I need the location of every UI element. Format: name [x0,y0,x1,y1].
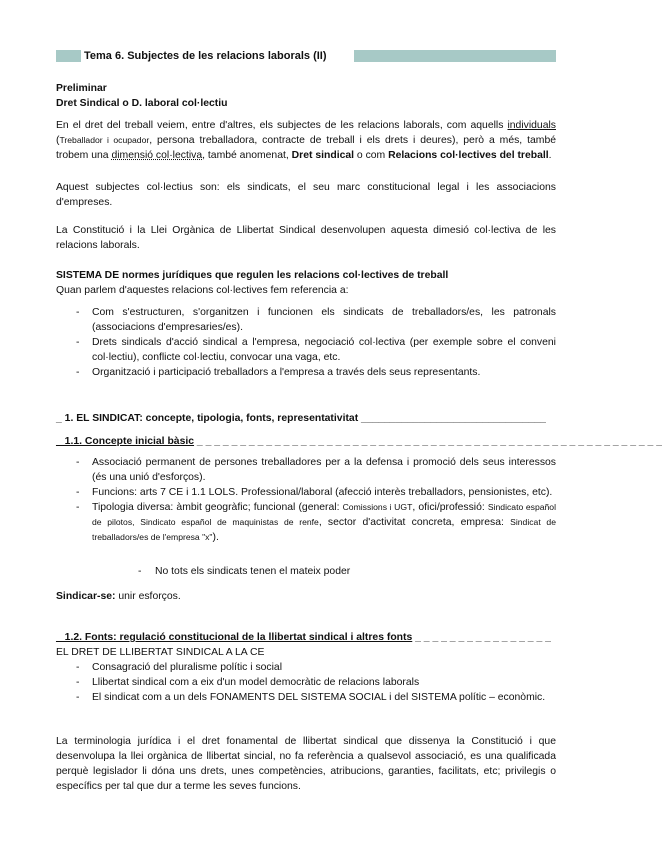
individuals-term: individuals [507,120,556,131]
concepte-list [56,455,556,545]
sistema-heading: SISTEMA DE normes jurídiques que regulen les relacions col·lectives de treball [56,270,449,281]
sindicar-definition: Sindicar-se: unir esforços. [56,591,181,602]
list-item: - El sindicat com a un dels FONAMENTS DEL SISTEMA SOCIAL i del SISTEMA polític – econòmic. [56,690,556,705]
list-item: - Consagració del pluralisme polític i social [56,660,556,675]
list-item: - Tipologia diversa: àmbit geogràfic; funcional (general: Comissions i UGT, ofici/professió: Sindicato español de pilotos, Sindicato español de maquinistas de renfe, sector d'activitat concreta, empresa: Sindicat de treballadors/es de l'empresa "x"). [56,500,556,545]
dret-sindical-heading: Dret Sindical o D. laboral col·lectiu [56,98,228,109]
title-bar-accent-right [354,50,556,62]
concepte-sublist [56,564,556,579]
closing-paragraph: La terminologia jurídica i el dret fonamental de llibertat sindical que dissenya la Constitució i que desenvolupa la llei orgànica de llibertat sincial, no fa referència a qualsevol associació, es una qualificada perquè legislador li dóna uns drets, unes competències, atribucions, garanties, facilitats, etc; privilegis o específics per tal que dur a terme les seves funcions. [56,736,556,792]
list-item: - Organització i participació treballadors a l'empresa a través dels seus representants. [56,365,556,380]
preliminar-heading: Preliminar [56,83,107,94]
llibertat-sindical-subheading: EL DRET DE LLIBERTAT SINDICAL A LA CE [56,647,265,658]
dimensio-collectiva-term: dimensió col·lectiva [111,150,203,161]
sistema-intro: Quan parlem d'aquestes relacions col·lectives fem referencia a: [56,285,349,296]
list-item: - Com s'estructuren, s'organitzen i funcionen els sindicats de treballadors/es, les patronals (associacions d'empresaries/es). [56,305,556,335]
intro-paragraph: En el dret del treball veiem, entre d'altres, els subjectes de les relacions laborals, com aquells individuals (Treballador i ocupador, persona treballadora, contracte de treball i els drets i deures), però a més, també trobem una dimensió col·lectiva, també anomenat, Dret sindical o com Relacions col·lectives del treball. [56,120,556,161]
title-bar-accent-left [56,50,81,62]
title-bar [56,48,556,64]
list-item: - Associació permanent de persones treballadores per a la defensa i promoció dels seus interessos (és una unió d'esforços). [56,455,556,485]
section-1-2-heading: _ 1.2. Fonts: regulació constitucional de la llibertat sindical i altres fonts _ _ _ _ _ _ _ _ _ _ _ _ _ _ _ _ [56,632,551,643]
constitution-paragraph: La Constitució i la Llei Orgànica de Llibertat Sindical desenvolupen aquesta dimesió col·lectiva de les relacions laborals. [56,225,556,251]
list-item: - Drets sindicals d'acció sindical a l'empresa, negociació col·lectiva (per exemple sobre el conveni col·lectiu), conflicte col·lectiu, convocar una vaga, etc. [56,335,556,365]
section-1-heading: _ 1. EL SINDICAT: concepte, tipologia, fonts, representativitat ________________________________ [56,413,546,424]
sistema-list [56,305,556,380]
section-1-1-heading: _ 1.1. Concepte inicial bàsic _ _ _ _ _ _ _ _ _ _ _ _ _ _ _ _ _ _ _ _ _ _ _ _ _ _ _ _ _ _ _ _ _ _ _ _ _ _ _ _ _ _ _ _ _ _ _ _ _ _ _ _ _ _ [56,436,662,447]
list-item: - Llibertat sindical com a eix d'un model democràtic de relacions laborals [56,675,556,690]
list-item: - Funcions: arts 7 CE i 1.1 LOLS. Professional/laboral (afecció interès treballadors, pensionistes, etc). [56,485,556,500]
list-item: - No tots els sindicats tenen el mateix poder [56,564,556,579]
subjects-paragraph: Aquest subjectes col·lectius son: els sindicats, el seu marc constitucional legal i les associacions d'empreses. [56,182,556,208]
fonts-list [56,660,556,705]
document-title: Tema 6. Subjectes de les relacions laborals (II) [84,50,327,62]
